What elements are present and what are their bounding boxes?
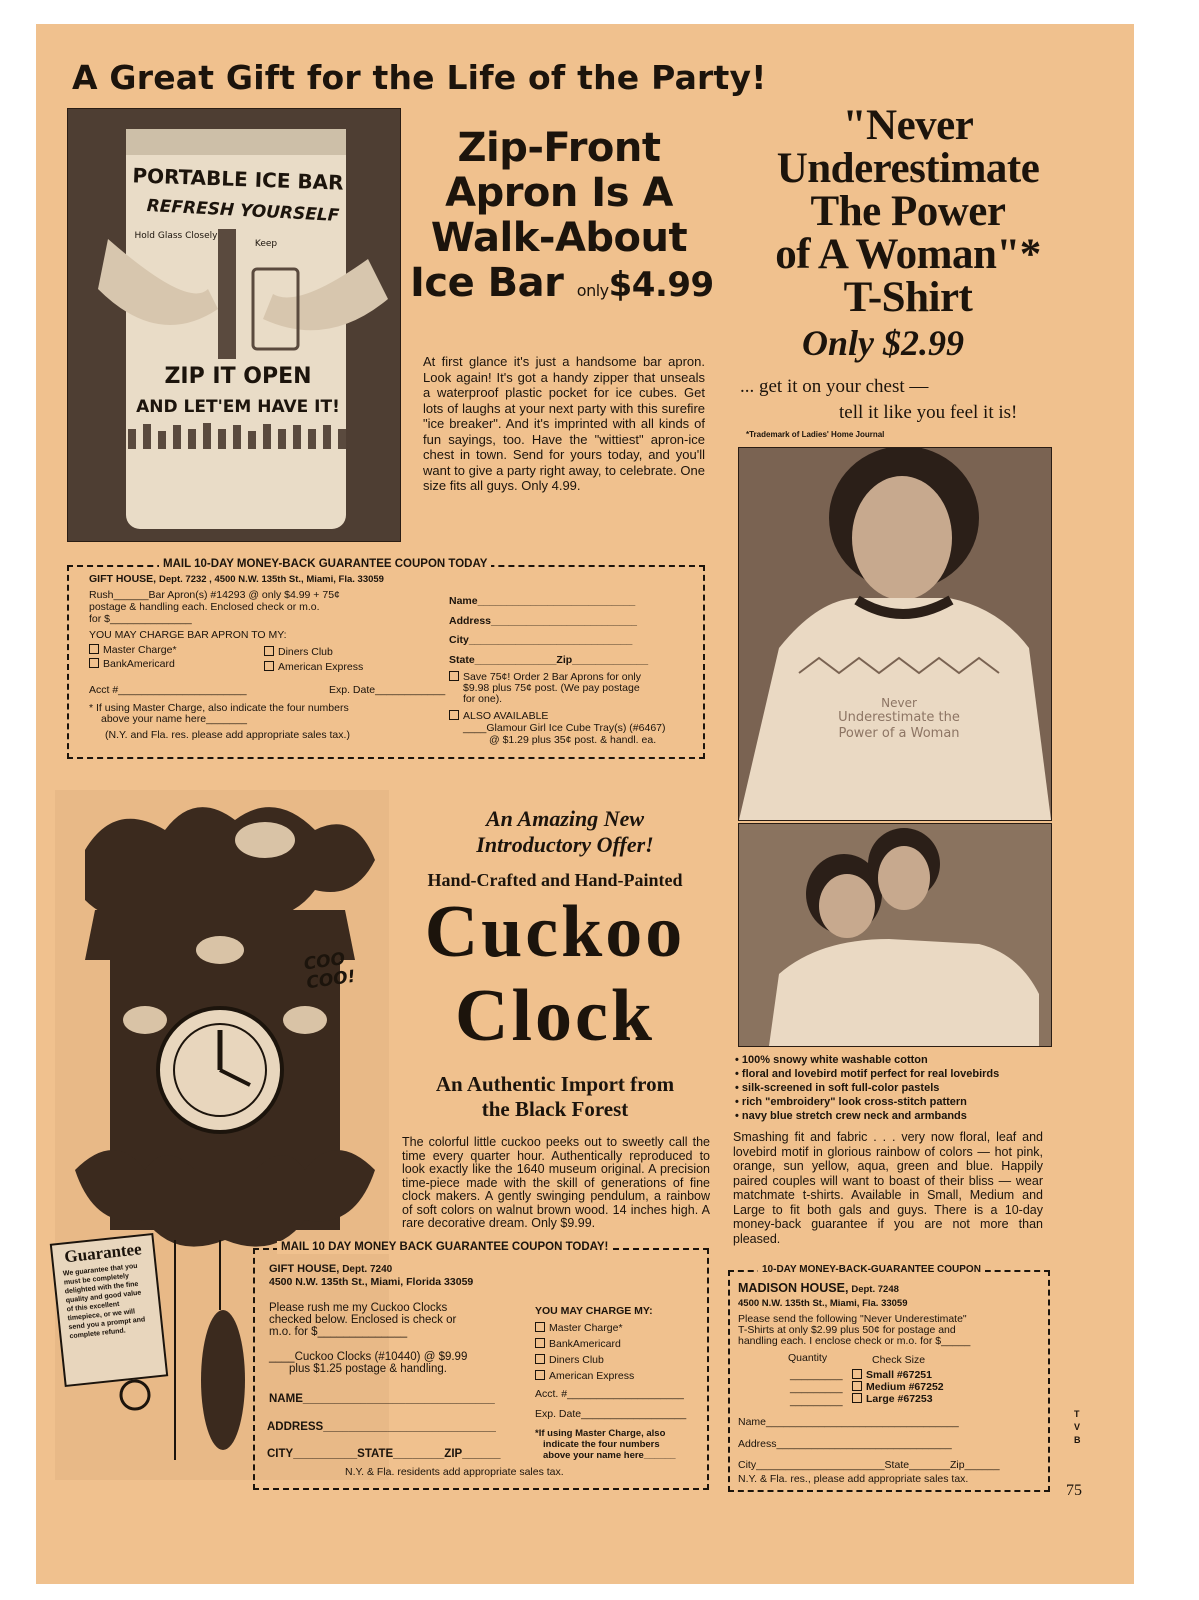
tshirt-coupon-line-2: T-Shirts at only $2.99 plus 50¢ for postage and <box>738 1324 956 1336</box>
tshirt-coupon-size-medium[interactable]: Medium #67252 <box>852 1381 944 1394</box>
apron-coupon-address-field[interactable]: Address_________________________ <box>449 615 638 627</box>
tshirt-coupon-line-1: Please send the following "Never Underestimate" <box>738 1313 967 1325</box>
apron-title-line-4: Ice Bar <box>410 260 564 306</box>
tshirt-photo-woman <box>738 447 1052 821</box>
tshirt-coupon-tax: N.Y. & Fla. res., please add appropriate sales tax. <box>738 1473 969 1485</box>
clock-guarantee-text: We guarantee that you must be completely delighted with the fine quality and good value of this excellent timepiece, or we will send you a prompt and complete refund. <box>62 1262 146 1341</box>
apron-coupon-opt1[interactable]: Master Charge* <box>89 644 177 657</box>
apron-coupon-rush-2: postage & handling each. Enclosed check or m.o. <box>89 601 320 613</box>
apron-coupon-opt2[interactable]: Diners Club <box>264 646 333 659</box>
tshirt-coupon-header: MADISON HOUSE, Dept. 7248 <box>738 1281 899 1295</box>
tshirt-print-3: Power of a Woman <box>838 726 960 741</box>
tshirt-bullet: • floral and lovebird motif perfect for real lovebirds <box>735 1068 1000 1080</box>
apron-coupon-also[interactable]: ALSO AVAILABLE <box>449 710 548 723</box>
tshirt-price: Only $2.99 <box>802 323 964 363</box>
tshirt-photo-couple <box>738 823 1052 1047</box>
clock-guarantee-title: Guarantee <box>63 1239 143 1267</box>
apron-coupon-tray-2: @ $1.29 plus 35¢ post. & handl. ea. <box>489 734 657 746</box>
tshirt-title-line-4: of A Woman"* <box>775 231 1041 278</box>
apron-coupon-save-2: $9.98 plus 75¢ post. (We pay postage <box>463 682 640 694</box>
apron-coupon-state[interactable]: State______________Zip_____________ <box>449 654 649 666</box>
tshirt-coupon-city[interactable]: City______________________State_______Zip______ <box>738 1459 1000 1471</box>
tshirt-coupon-address-field[interactable]: Address______________________________ <box>738 1438 952 1450</box>
apron-title-line-2: Apron Is A <box>445 170 673 216</box>
tshirt-coupon-size-large[interactable]: Large #67253 <box>852 1393 933 1406</box>
tshirt-coupon-qty-field[interactable]: _________ <box>790 1382 843 1394</box>
tshirt-couple-illustration <box>739 824 1051 1046</box>
clock-guarantee-badge <box>50 1233 168 1387</box>
tshirt-tagline-2: tell it like you feel it is! <box>839 402 1018 423</box>
clock-coupon-tax: N.Y. & Fla. residents add appropriate sales tax. <box>345 1466 564 1478</box>
tshirt-coupon-size-small[interactable]: Small #67251 <box>852 1369 932 1382</box>
page-headline: A Great Gift for the Life of the Party! <box>72 58 767 97</box>
apron-title <box>404 126 714 313</box>
clock-coupon-note-1: *If using Master Charge, also <box>535 1428 666 1439</box>
clock-coupon-rush-2: checked below. Enclosed is check or <box>269 1314 457 1326</box>
clock-coupon-rush-1: Please rush me my Cuckoo Clocks <box>269 1302 448 1314</box>
apron-text-1: PORTABLE ICE BAR <box>132 163 344 195</box>
apron-text-5: ZIP IT OPEN <box>164 364 312 389</box>
apron-body: At first glance it's just a handsome bar apron. Look again! It's got a handy zipper that unseals a waterproof plastic pocket for ice cubes. Get lots of laughs at your next party with this surefire "ice breaker". And it's imprinted with all kinds of fun sayings, too. Have the "wittiest" apron-ice chest in town. Send for yours today, and you'll want to give a party right away, to celebrate. One size fits all guys. Only 4.99. <box>423 354 705 493</box>
apron-text-6: AND LET'EM HAVE IT! <box>136 397 340 417</box>
tshirt-coupon-qty-header: Quantity <box>788 1352 828 1364</box>
clock-coupon-address-field[interactable]: ADDRESS___________________________ <box>267 1421 496 1433</box>
tshirt-tagline-1: ... get it on your chest — <box>740 376 929 397</box>
apron-coupon-opt4[interactable]: American Express <box>264 661 363 674</box>
clock-coupon-note-3: above your name here______ <box>543 1450 676 1461</box>
tshirt-title-line-1: "Never <box>842 102 974 149</box>
clock-coupon-exp[interactable]: Exp. Date__________________ <box>535 1408 687 1420</box>
apron-text-2: REFRESH YOURSELF <box>146 195 340 227</box>
apron-coupon-city[interactable]: City____________________________ <box>449 634 633 646</box>
apron-text-3: Hold Glass Closely <box>134 231 218 241</box>
tshirt-coupon-line-3: handling each. I enclose check or m.o. for $_____ <box>738 1335 971 1347</box>
clock-coupon-opt3[interactable]: Diners Club <box>535 1354 604 1367</box>
apron-coupon-exp[interactable]: Exp. Date____________ <box>329 684 446 696</box>
apron-coupon-acct[interactable]: Acct #______________________ <box>89 684 247 696</box>
apron-coupon <box>67 558 705 759</box>
apron-coupon-opt3[interactable]: BankAmericard <box>89 658 175 671</box>
clock-title-2: Clock <box>455 975 655 1057</box>
apron-coupon-note-2: above your name here_______ <box>101 713 247 725</box>
clock-offer-2: Introductory Offer! <box>476 832 654 857</box>
clock-coupon-opt4[interactable]: American Express <box>535 1370 634 1383</box>
apron-title-line-4-wrap <box>404 261 714 313</box>
clock-coupon-title: MAIL 10 DAY MONEY BACK GUARANTEE COUPON TODAY! <box>277 1241 612 1254</box>
tshirt-print-1: Never <box>881 696 917 710</box>
clock-coupon-opt1[interactable]: Master Charge* <box>535 1322 623 1335</box>
apron-coupon-charge-label: YOU MAY CHARGE BAR APRON TO MY: <box>89 629 287 641</box>
apron-coupon-rush-1: Rush______Bar Apron(s) #14293 @ only $4.99 + 75¢ <box>89 589 340 601</box>
tshirt-trademark: *Trademark of Ladies' Home Journal <box>746 430 885 439</box>
tshirt-woman-illustration <box>739 448 1051 820</box>
tshirt-body: Smashing fit and fabric . . . very now floral, leaf and lovebird motif in glorious rainbow of colors — hot pink, orange, sun yellow, aqua, green and blue. Happily paired couples will want to boast of their bliss — wear matchmate t-shirts. Available in Small, Medium and Large to fit both gals and guys. There is a 10-day money-back guarantee if you are not more than pleased. <box>733 1130 1043 1246</box>
clock-coupon-charge-label: YOU MAY CHARGE MY: <box>535 1305 653 1317</box>
apron-title-line-3: Walk-About <box>430 215 688 261</box>
tshirt-print-2: Underestimate the <box>838 710 960 725</box>
tshirt-coupon <box>728 1264 1050 1492</box>
apron-coupon-save-3: for one). <box>463 693 503 705</box>
apron-coupon-save-1[interactable]: Save 75¢! Order 2 Bar Aprons for only <box>449 671 641 684</box>
tshirt-coupon-title: 10-DAY MONEY-BACK-GUARANTEE COUPON <box>758 1263 985 1276</box>
tshirt-title-line-3: The Power <box>810 188 1006 235</box>
side-letters: TVB <box>1074 1409 1081 1445</box>
clock-coo-text: COO COO! <box>302 949 357 994</box>
tshirt-title-line-5: T-Shirt <box>843 274 973 321</box>
apron-coupon-name[interactable]: Name___________________________ <box>449 595 636 607</box>
clock-coupon-item-2: plus $1.25 postage & handling. <box>289 1363 447 1375</box>
tshirt-bullet: • navy blue stretch crew neck and armbands <box>735 1110 967 1122</box>
apron-coupon-title: MAIL 10-DAY MONEY-BACK GUARANTEE COUPON TODAY <box>159 558 491 571</box>
tshirt-title-line-2: Underestimate <box>776 145 1040 192</box>
apron-coupon-address: Dept. 7232 , 4500 N.W. 135th St., Miami, Fla. 33059 <box>159 574 384 585</box>
tshirt-bullet: • rich "embroidery" look cross-stitch pattern <box>735 1096 967 1108</box>
apron-coupon-tray-1: ____Glamour Girl Ice Cube Tray(s) (#6467) <box>463 722 666 734</box>
clock-coupon-opt2[interactable]: BankAmericard <box>535 1338 621 1351</box>
clock-coupon-acct[interactable]: Acct. #____________________ <box>535 1388 684 1400</box>
apron-title-line-1: Zip-Front <box>457 125 661 171</box>
apron-photo <box>67 108 401 542</box>
clock-coupon-city[interactable]: CITY__________STATE________ZIP______ <box>267 1448 501 1460</box>
tshirt-coupon-address: 4500 N.W. 135th St., Miami, Fla. 33059 <box>738 1298 908 1309</box>
clock-coupon-header: GIFT HOUSE, Dept. 7240 <box>269 1263 393 1275</box>
tshirt-bullet: • 100% snowy white washable cotton <box>735 1054 928 1066</box>
clock-coupon-item-1[interactable]: ____Cuckoo Clocks (#10440) @ $9.99 <box>269 1351 468 1363</box>
apron-price: $4.99 <box>608 265 714 305</box>
clock-subhead: Hand-Crafted and Hand-Painted <box>427 870 683 890</box>
clock-coupon-rush-3: m.o. for $______________ <box>269 1326 408 1338</box>
tshirt-coupon-qty-field[interactable]: _________ <box>790 1395 843 1407</box>
clock-coupon <box>253 1241 709 1490</box>
clock-import-1: An Authentic Import from <box>435 1072 675 1096</box>
apron-price-only: only <box>576 281 609 300</box>
apron-coupon-rush-3: for $______________ <box>89 613 192 625</box>
tshirt-coupon-size-header: Check Size <box>872 1354 926 1366</box>
clock-body: The colorful little cuckoo peeks out to sweetly call the time every quarter hour. Authentically reproduced to look exactly like the 1640 museum original. A precision time-piece made with the skill of generations of fine clock makers. A gently swinging pendulum, a rainbow of soft colors on walnut brown wood. 14 inches high. A rare decorative dream. Only $9.99. <box>402 1135 710 1230</box>
tshirt-title <box>738 104 1078 319</box>
apron-coupon-header <box>89 573 384 586</box>
page-number: 75 <box>1066 1482 1082 1499</box>
clock-offer-1: An Amazing New <box>485 806 645 831</box>
tshirt-bullet: • silk-screened in soft full-color pastels <box>735 1082 940 1094</box>
clock-title-1: Cuckoo <box>424 891 686 973</box>
tshirt-bullets <box>735 1053 1055 1123</box>
clock-import-2: the Black Forest <box>481 1097 629 1121</box>
clock-coupon-note-2: indicate the four numbers <box>543 1439 660 1450</box>
apron-coupon-tax: (N.Y. and Fla. res. please add appropriate sales tax.) <box>105 729 350 741</box>
apron-coupon-company: GIFT HOUSE, <box>89 573 157 585</box>
tshirt-coupon-name[interactable]: Name_________________________________ <box>738 1416 959 1428</box>
clock-coupon-name[interactable]: NAME______________________________ <box>269 1393 495 1405</box>
tshirt-coupon-qty-field[interactable]: _________ <box>790 1369 843 1381</box>
apron-coupon-note-1: * If using Master Charge, also indicate the four numbers <box>89 702 349 714</box>
apron-text-4: Keep <box>254 239 278 249</box>
clock-coupon-address: 4500 N.W. 135th St., Miami, Florida 33059 <box>269 1276 474 1288</box>
